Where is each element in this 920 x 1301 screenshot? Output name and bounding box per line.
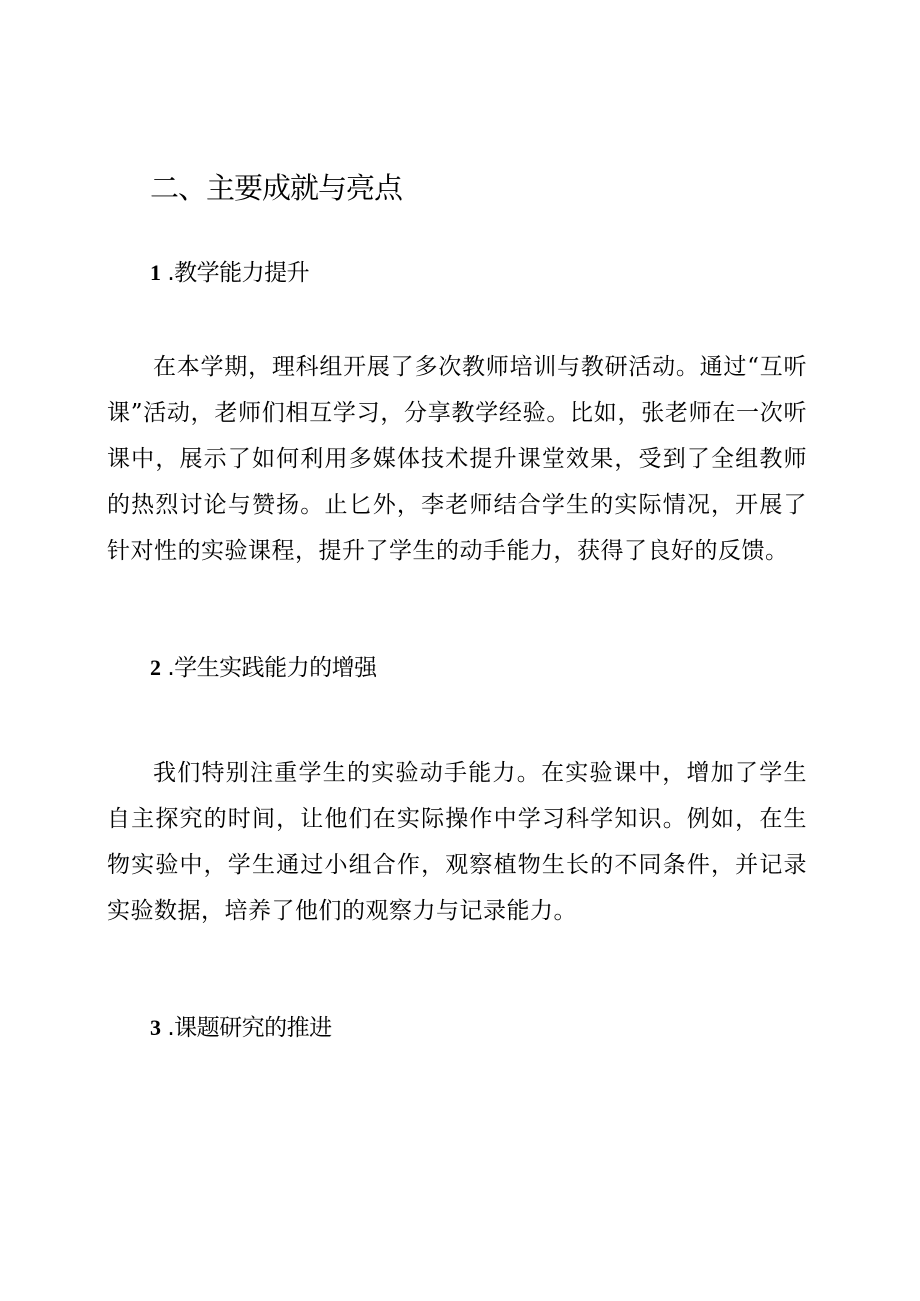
paragraph-1: 在本学期，理科组开展了多次教师培训与教研活动。通过“互听课”活动，老师们相互学习，分享教学经验。比如，张老师在一次听课中，展示了如何利用多媒体技术提升课堂效果，受到了全组教师的热烈讨论与赞扬。止匕外，李老师结合学生的实际情况，开展了针对性的实验课程，提升了学生的动手能力，获得了良好的反馈。	[107, 354, 807, 564]
subsection-heading-2	[150, 652, 377, 684]
subsection-heading-3	[150, 1012, 332, 1044]
subsection-heading-1	[150, 257, 309, 289]
section-title: 二、主要成就与亮点	[150, 171, 403, 205]
subsection-title-2: .学生实践能力的增强	[167, 655, 377, 681]
subsection-number-3: 3	[150, 1015, 161, 1040]
subsection-number-2: 2	[150, 655, 161, 680]
subsection-number-1: 1	[150, 260, 161, 285]
subsection-title-3: .课题研究的推进	[167, 1015, 332, 1041]
paragraph-2: 我们特别注重学生的实验动手能力。在实验课中，增加了学生自主探究的时间，让他们在实际操作中学习科学知识。例如，在生物实验中，学生通过小组合作，观察植物生长的不同条件，并记录实验数据，培养了他们的观察力与记录能力。	[107, 760, 807, 924]
subsection-title-1: .教学能力提升	[167, 260, 310, 286]
